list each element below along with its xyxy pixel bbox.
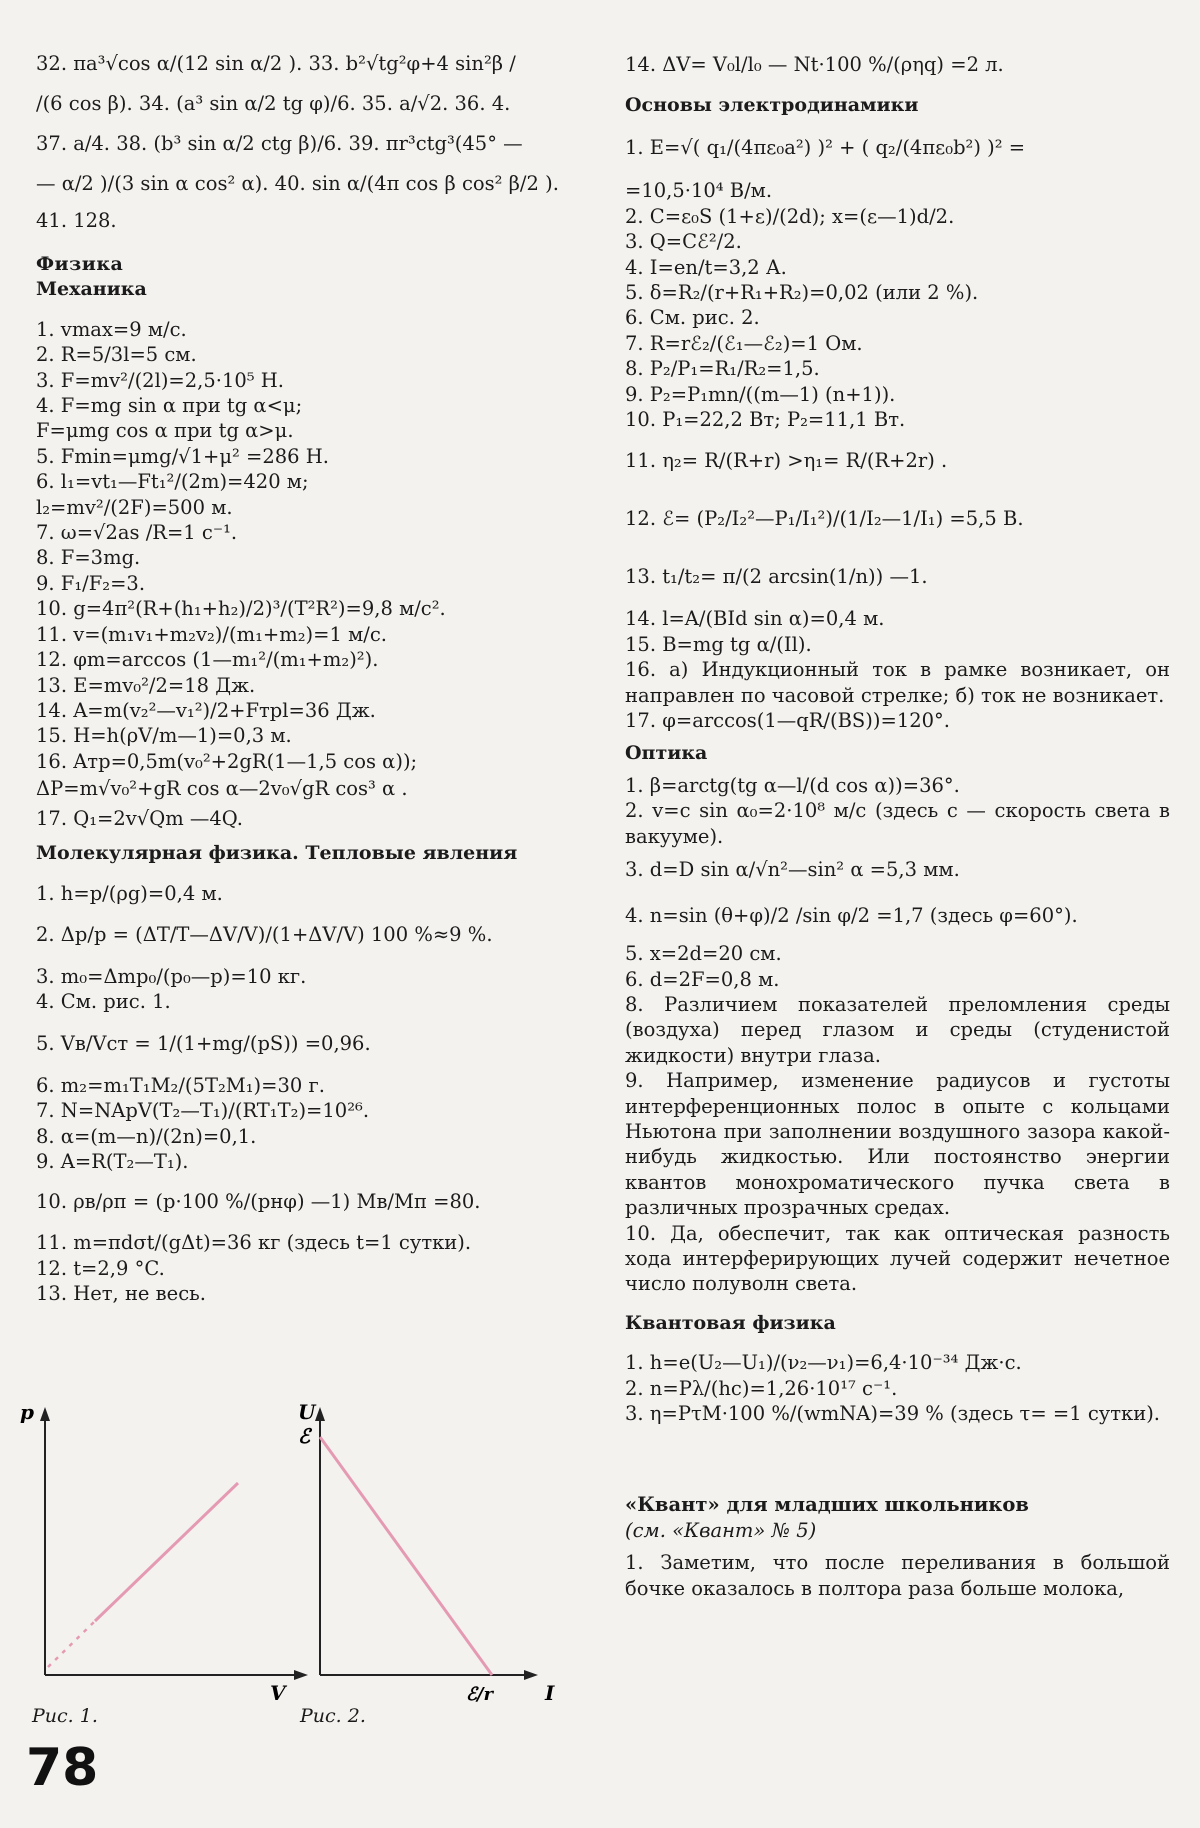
answer-line: — α/2 )/(3 sin α cos² α). 40. sin α/(4π cos β cos² β/2 ). — [36, 172, 559, 195]
answer-line: 8. F=3mg. — [36, 546, 141, 570]
answer-line: 10. P₁=22,2 Вт; P₂=11,1 Вт. — [625, 408, 906, 432]
figures — [20, 1400, 590, 1727]
figures-svg — [20, 1400, 590, 1705]
left-column — [36, 44, 598, 1307]
kvant-text: 1. Заметим, что после переливания в большой бочке оказалось в полтора раза больше молока, — [625, 1551, 1170, 1600]
answer-paragraph: 10. Да, обеспечит, так как оптическая разность хода интерферирующих лучей содержит нечетное число полуволн света. — [625, 1221, 1170, 1296]
optics-title: Оптика — [625, 741, 708, 764]
answer-line: ΔP=m√v₀²+gR cos α—2v₀√gR cos³ α . — [36, 777, 408, 801]
answer-line: 6. m₂=m₁T₁M₂/(5T₂M₁)=30 г. — [36, 1073, 325, 1097]
answer-line: 14. A=m(v₂²—v₁²)/2+Fтрl=36 Дж. — [36, 698, 376, 722]
answer-line: 3. Q=Cℰ²/2. — [625, 230, 742, 254]
answer-line: 6. См. рис. 2. — [625, 306, 760, 330]
answer-line: 41. 128. — [36, 209, 117, 232]
fig2-x-arrow-icon — [524, 1670, 538, 1680]
answer-line: 15. B=mg tg α/(Il). — [625, 632, 812, 656]
answer-line: 10. g=4π²(R+(h₁+h₂)/2)³/(T²R²)=9,8 м/с². — [36, 597, 446, 621]
physics-title: Физика — [36, 253, 124, 275]
fig2-line — [320, 1437, 492, 1675]
answer-line: 6. d=2F=0,8 м. — [625, 967, 780, 991]
answer-line: 8. P₂/P₁=R₁/R₂=1,5. — [625, 357, 820, 381]
molecular-answers — [36, 881, 598, 1307]
answer-line: 11. m=πdσt/(gΔt)=36 кг (здесь t=1 сутки). — [36, 1231, 472, 1255]
answer-line: 3. d=D sin α/√n²—sin² α =5,3 мм. — [625, 858, 960, 882]
fig1-x-arrow-icon — [294, 1670, 308, 1680]
fig1-y-arrow-icon — [40, 1407, 50, 1421]
answer-line: 12. φm=arccos (1—m₁²/(m₁+m₂)²). — [36, 648, 379, 672]
fig2-y-label: U — [298, 1400, 316, 1424]
answer-line: 4. F=mg sin α при tg α<μ; — [36, 394, 303, 418]
answer-line: 13. t₁/t₂= π/(2 arcsin(1/n)) —1. — [625, 565, 928, 589]
quantum-title: Квантовая физика — [625, 1311, 836, 1334]
fig2-y-label-2: ℰ — [298, 1424, 311, 1448]
fig1-y-label: p — [20, 1400, 34, 1424]
figure-1 — [20, 1400, 308, 1705]
fig1-line — [95, 1483, 238, 1621]
answer-line: 9. P₂=P₁mn/((m—1) (n+1)). — [625, 382, 896, 406]
answer-line: 3. F=mv²/(2l)=2,5·10⁵ Н. — [36, 368, 285, 392]
figure-2 — [298, 1400, 555, 1705]
fig2-caption: Рис. 2. — [300, 1705, 366, 1727]
answer-line: /(6 cos β). 34. (a³ sin α/2 tg φ)/6. 35. a/√2. 36. 4. — [36, 92, 511, 115]
answer-line: 9. A=R(T₂—T₁). — [36, 1149, 189, 1173]
answer-line: 5. Vв/Vст = 1/(1+mg/(pS)) =0,96. — [36, 1031, 371, 1055]
electro-answers — [625, 118, 1170, 733]
answer-line: 2. Δp/p = (ΔT/T—ΔV/V)/(1+ΔV/V) 100 %≈9 %. — [36, 922, 493, 946]
answer-line: 12. ℰ= (P₂/I₂²—P₁/I₁²)/(1/I₂—1/I₁) =5,5 В. — [625, 507, 1024, 531]
answer-line: 32. πa³√cos α/(12 sin α/2 ). 33. b²√tg²φ+4 sin²β / — [36, 52, 516, 75]
kvant-subtitle: (см. «Квант» № 5) — [625, 1518, 817, 1542]
fig2-x-mark: ℰ/r — [466, 1684, 493, 1705]
mechanics-title: Механика — [36, 278, 147, 301]
answer-line: 1. vmax=9 м/с. — [36, 317, 187, 341]
answer-paragraph: 8. Различием показателей преломления среды (воздуха) перед глазом и среды (студенистой жидкости) внутри глаза. — [625, 992, 1170, 1067]
answer-paragraph: 16. а) Индукционный ток в рамке возникает, он направлен по часовой стрелке; б) ток не возникает. — [625, 658, 1170, 707]
answer-line: =10,5·10⁴ В/м. — [625, 179, 773, 203]
answer-line: 4. n=sin (θ+φ)/2 /sin φ/2 =1,7 (здесь φ=60°). — [625, 904, 1078, 928]
answer-line: 4. I=en/t=3,2 А. — [625, 255, 787, 279]
answer-line: 13. Нет, не весь. — [36, 1282, 206, 1306]
answer-line: 1. h=p/(ρg)=0,4 м. — [36, 881, 223, 905]
answer-line: 2. R=5/3l=5 см. — [36, 343, 197, 367]
answer-paragraph: 2. v=c sin α₀=2·10⁸ м/с (здесь c — скорость света в вакууме). — [625, 799, 1170, 848]
right-column — [625, 44, 1170, 1601]
answer-line: 7. ω=√2as /R=1 с⁻¹. — [36, 521, 238, 545]
answer-line: 2. C=ε₀S (1+ε)/(2d); x=(ε—1)d/2. — [625, 204, 955, 228]
answer-line: 3. m₀=Δmp₀/(p₀—p)=10 кг. — [36, 964, 307, 988]
quantum-answers — [625, 1350, 1170, 1426]
answer-line: 1. h=e(U₂—U₁)/(ν₂—ν₁)=6,4·10⁻³⁴ Дж·с. — [625, 1351, 1022, 1375]
answer-line: F=μmg cos α при tg α>μ. — [36, 419, 294, 443]
answer-line: 5. δ=R₂/(r+R₁+R₂)=0,02 (или 2 %). — [625, 281, 979, 305]
answer-line: 16. Aтр=0,5m(v₀²+2gR(1—1,5 cos α)); — [36, 749, 418, 773]
answer-line: 6. l₁=vt₁—Ft₁²/(2m)=420 м; — [36, 470, 309, 494]
answer-line: 14. ΔV= V₀l/l₀ — Nt·100 %/(ρηq) =2 л. — [625, 53, 1004, 76]
answer-line: 17. φ=arccos(1—qR/(BS))=120°. — [625, 709, 951, 733]
electro-title: Основы электродинамики — [625, 94, 919, 116]
answer-paragraph: 3. η=PτM·100 %/(wmNA)=39 % (здесь τ= =1 сутки). — [625, 1402, 1161, 1426]
answer-line: 14. l=A/(BId sin α)=0,4 м. — [625, 607, 885, 631]
answer-line: 8. α=(m—n)/(2n)=0,1. — [36, 1124, 257, 1148]
answer-line: 5. Fmin=μmg/√1+μ² =286 Н. — [36, 444, 329, 468]
answer-line: 4. См. рис. 1. — [36, 990, 171, 1014]
fig2-y-arrow-icon — [315, 1407, 325, 1421]
optics-answers — [625, 773, 1170, 1297]
answer-line: l₂=mv²/(2F)=500 м. — [36, 495, 233, 519]
answer-line: 17. Q₁=2v√Qm —4Q. — [36, 807, 243, 831]
answer-line: 7. N=NApV(T₂—T₁)/(RT₁T₂)=10²⁶. — [36, 1099, 370, 1123]
answer-line: 37. a/4. 38. (b³ sin α/2 ctg β)/6. 39. πr³ctg³(45° — — [36, 132, 523, 155]
fig1-caption: Рис. 1. — [32, 1705, 98, 1727]
answer-line: 2. n=Pλ/(hc)=1,26·10¹⁷ с⁻¹. — [625, 1376, 898, 1400]
answer-line: 1. β=arctg(tg α—l/(d cos α))=36°. — [625, 773, 960, 797]
answer-paragraph: 9. Например, изменение радиусов и густоты интерференционных полос в опыте с кольцами Ньютона при заполнении воздушного зазора какой-нибудь жидкостью. Или постоянство энергии квантов монохроматического пучка света в различных прозрачных средах. — [625, 1069, 1170, 1220]
fig1-dashed-line — [48, 1621, 95, 1667]
answer-line: 7. R=rℰ₂/(ℰ₁—ℰ₂)=1 Ом. — [625, 331, 863, 355]
answer-line: 13. E=mv₀²/2=18 Дж. — [36, 673, 256, 697]
answer-line: 11. v=(m₁v₁+m₂v₂)/(m₁+m₂)=1 м/с. — [36, 622, 387, 646]
molecular-title: Молекулярная физика. Тепловые явления — [36, 842, 518, 865]
mechanics-answers — [36, 317, 598, 834]
answer-line: 9. F₁/F₂=3. — [36, 571, 146, 595]
fig2-x-label: I — [545, 1681, 555, 1705]
fig1-x-label: V — [270, 1681, 286, 1705]
page-number: 78 — [26, 1738, 99, 1798]
answer-line: 1. E=√( q₁/(4πε₀a²) )² + ( q₂/(4πε₀b²) )² = — [625, 136, 1026, 160]
answer-line: 12. t=2,9 °C. — [36, 1256, 165, 1280]
answer-line: 10. ρв/ρп = (p·100 %/(pнφ) —1) Mв/Mп =80. — [36, 1190, 481, 1214]
answer-line: 15. H=h(ρV/m—1)=0,3 м. — [36, 724, 292, 748]
geometry-answers — [36, 44, 598, 238]
answer-line: 11. η₂= R/(R+r) >η₁= R/(R+2r) . — [625, 449, 948, 473]
answer-line: 5. x=2d=20 см. — [625, 942, 782, 966]
kvant-title: «Квант» для младших школьников — [625, 1493, 1029, 1517]
